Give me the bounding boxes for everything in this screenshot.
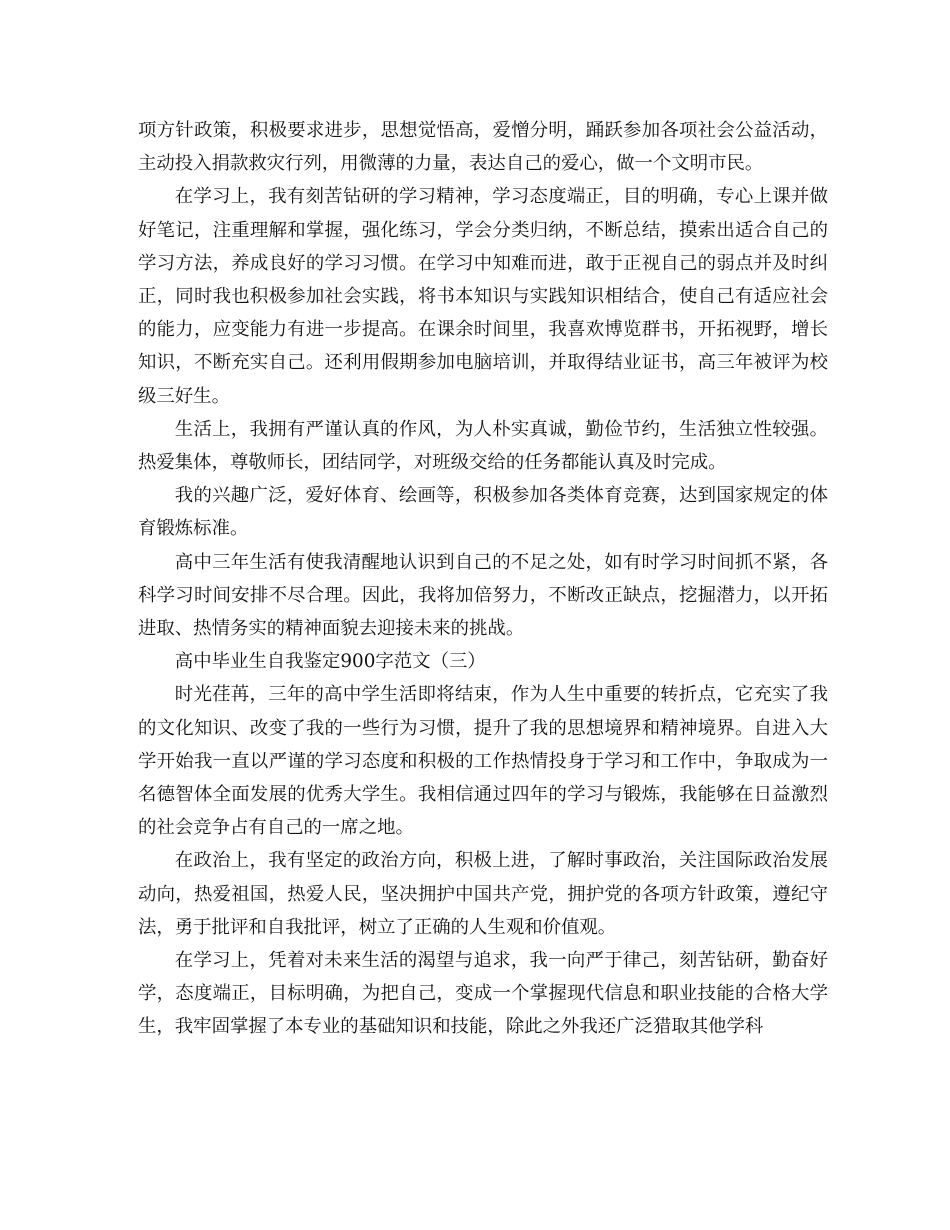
paragraph-8: 在学习上，凭着对未来生活的渴望与追求，我一向严于律己，刻苦钻研，勤奋好学，态度端正，目标明确，为把自己，变成一个掌握现代信息和职业技能的合格大学生，我牢固掌握了本专业的基础知识和技能，除此之外我还广泛猎取其他学科 [138, 950, 828, 1038]
section-heading: 高中毕业生自我鉴定900字范文（三） [174, 651, 486, 673]
paragraph-5: 高中三年生活有使我清醒地认识到自己的不足之处，如有时学习时间抓不紧，各科学习时间安排不尽合理。因此，我将加倍努力，不断改正缺点，挖掘潜力，以开拓进取、热情务实的精神面貌去迎接未来的挑战。 [138, 551, 828, 640]
paragraph-7: 在政治上，我有坚定的政治方向，积极上进，了解时事政治，关注国际政治发展动向，热爱祖国，热爱人民，坚决拥护中国共产党，拥护党的各项方针政策，遵纪守法，勇于批评和自我批评，树立了正确的人生观和价值观。 [138, 850, 828, 938]
paragraph-2: 在学习上，我有刻苦钻研的学习精神，学习态度端正，目的明确，专心上课并做好笔记，注重理解和掌握，强化练习，学会分类归纳，不断总结，摸索出适合自己的学习方法，养成良好的学习习惯。在学习中知难而进，敢于正视自己的弱点并及时纠正，同时我也积极参加社会实践，将书本知识与实践知识相结合，使自己有适应社会的能力，应变能力有进一步提高。在课余时间里，我喜欢博览群书，开拓视野，增长知识，不断充实自己。还利用假期参加电脑培训，并取得结业证书，高三年被评为校级三好生。 [138, 186, 828, 407]
paragraph-3: 生活上，我拥有严谨认真的作风，为人朴实真诚，勤俭节约，生活独立性较强。热爱集体，尊敬师长，团结同学，对班级交给的任务都能认真及时完成。 [138, 418, 828, 474]
document-body [138, 114, 828, 1044]
paragraph-1: 项方针政策，积极要求进步，思想觉悟高，爱憎分明，踊跃参加各项社会公益活动，主动投入捐款救灾行列，用微薄的力量，表达自己的爱心，做一个文明市民。 [138, 120, 828, 175]
paragraph-4: 我的兴趣广泛，爱好体育、绘画等，积极参加各类体育竞赛，达到国家规定的体育锻炼标准。 [138, 485, 828, 540]
paragraph-6: 时光荏苒，三年的高中学生活即将结束，作为人生中重要的转折点，它充实了我的文化知识、改变了我的一些行为习惯，提升了我的思想境界和精神境界。自进入大学开始我一直以严谨的学习态度和积极的工作热情投身于学习和工作中，争取成为一名德智体全面发展的优秀大学生。我相信通过四年的学习与锻炼，我能够在日益激烈的社会竞争占有自己的一席之地。 [138, 684, 828, 839]
